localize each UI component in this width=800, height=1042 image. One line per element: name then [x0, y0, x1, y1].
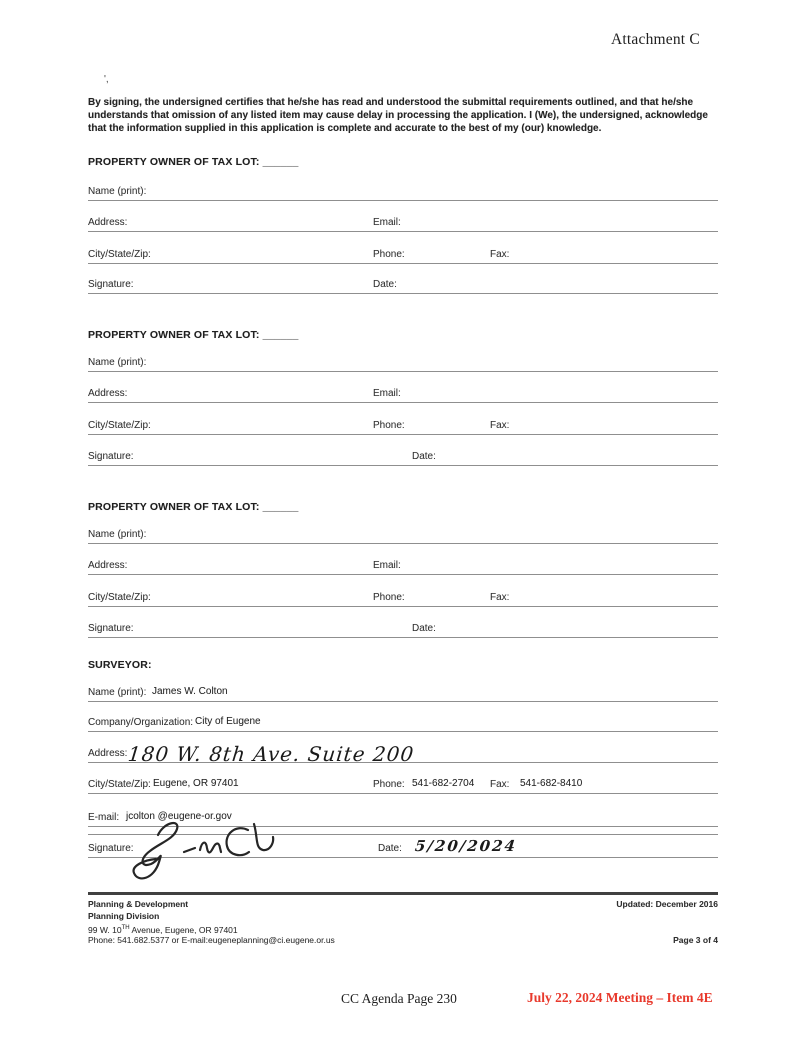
footer-org: Planning & Development — [88, 899, 189, 909]
name-label: Name (print): — [88, 186, 147, 197]
email-label: Email: — [373, 560, 401, 571]
certification-text: By signing, the undersigned certifies that he/she has read and understood the submittal requirements outlined, and that he/she understands that omission of any listed item may cause delay in processing the application. I (We), the undersigned, acknowledge that the information supplied in this application is complete and accurate to the best of my (our) knowledge. — [88, 97, 708, 134]
footer-address-suffix: Avenue, Eugene, OR 97401 — [129, 924, 238, 935]
address-label: Address: — [88, 217, 128, 228]
owner1-address-row — [88, 207, 718, 232]
city-state-zip-label: City/State/Zip: — [88, 592, 151, 603]
footer-division: Planning Division — [88, 911, 160, 921]
fax-label: Fax: — [490, 779, 510, 790]
surveyor-date-handwritten: 5/20/2024 — [414, 837, 518, 855]
email-label: E-mail: — [88, 812, 120, 823]
city-state-zip-label: City/State/Zip: — [88, 779, 151, 790]
surveyor-phone-value: 541-682-2704 — [412, 778, 475, 789]
owner-section-3-header: PROPERTY OWNER OF TAX LOT: ______ — [88, 501, 299, 513]
address-label: Address: — [88, 560, 128, 571]
surveyor-company-value: City of Eugene — [195, 716, 261, 727]
owner1-signature-row — [88, 269, 718, 294]
cc-agenda-page-label: CC Agenda Page 230 — [341, 991, 457, 1006]
name-label: Name (print): — [88, 529, 147, 540]
phone-label: Phone: — [373, 779, 405, 790]
owner2-city-row — [88, 410, 718, 435]
signature-label: Signature: — [88, 843, 134, 854]
name-label: Name (print): — [88, 687, 147, 698]
date-label: Date: — [412, 623, 436, 634]
phone-label: Phone: — [373, 249, 405, 260]
surveyor-address-row — [88, 738, 718, 766]
city-state-zip-label: City/State/Zip: — [88, 249, 151, 260]
surveyor-city-value: Eugene, OR 97401 — [153, 778, 239, 789]
owner2-address-row — [88, 378, 718, 403]
signature-label: Signature: — [88, 279, 134, 290]
date-label: Date: — [373, 279, 397, 290]
fax-label: Fax: — [490, 420, 510, 431]
owner2-name-row — [88, 347, 718, 372]
fax-label: Fax: — [490, 592, 510, 603]
surveyor-email-value: jcolton @eugene-or.gov — [126, 811, 232, 822]
meeting-item-label: July 22, 2024 Meeting – Item 4E — [527, 990, 713, 1005]
address-label: Address: — [88, 748, 128, 759]
owner2-signature-row — [88, 441, 718, 466]
company-label: Company/Organization: — [88, 717, 194, 728]
attachment-label: Attachment C — [611, 31, 700, 48]
email-label: Email: — [373, 388, 401, 399]
surveyor-city-row — [88, 769, 718, 794]
fax-label: Fax: — [490, 249, 510, 260]
surveyor-company-row — [88, 707, 718, 732]
footer-rule — [88, 892, 718, 895]
surveyor-name-row — [88, 677, 718, 702]
owner-section-2-header: PROPERTY OWNER OF TAX LOT: ______ — [88, 329, 299, 341]
owner1-city-row — [88, 239, 718, 264]
stray-mark: ', — [104, 74, 109, 85]
owner1-name-row — [88, 176, 718, 201]
owner-section-1-header: PROPERTY OWNER OF TAX LOT: ______ — [88, 156, 299, 168]
phone-label: Phone: — [373, 592, 405, 603]
address-label: Address: — [88, 388, 128, 399]
surveyor-address-handwritten: 180 W. 8th Ave. Suite 200 — [126, 742, 416, 766]
footer-page-number: Page 3 of 4 — [673, 935, 718, 945]
date-label: Date: — [412, 451, 436, 462]
owner3-signature-row — [88, 613, 718, 638]
owner3-address-row — [88, 550, 718, 575]
phone-label: Phone: — [373, 420, 405, 431]
surveyor-name-value: James W. Colton — [152, 686, 228, 697]
footer-contact: Phone: 541.682.5377 or E-mail:eugeneplanning@ci.eugene.or.us — [88, 935, 335, 945]
footer-address — [88, 923, 238, 936]
name-label: Name (print): — [88, 357, 147, 368]
signature-label: Signature: — [88, 623, 134, 634]
signature-label: Signature: — [88, 451, 134, 462]
surveyor-signature-scribble — [124, 817, 304, 881]
footer-updated: Updated: December 2016 — [616, 899, 718, 909]
city-state-zip-label: City/State/Zip: — [88, 420, 151, 431]
footer-address-prefix: 99 W. 10 — [88, 924, 122, 935]
footer-address-superscript: TH — [121, 925, 130, 931]
date-label: Date: — [378, 843, 402, 854]
owner3-city-row — [88, 582, 718, 607]
email-label: Email: — [373, 217, 401, 228]
surveyor-section-header: SURVEYOR: — [88, 659, 152, 671]
surveyor-fax-value: 541-682-8410 — [520, 778, 583, 789]
owner3-name-row — [88, 519, 718, 544]
